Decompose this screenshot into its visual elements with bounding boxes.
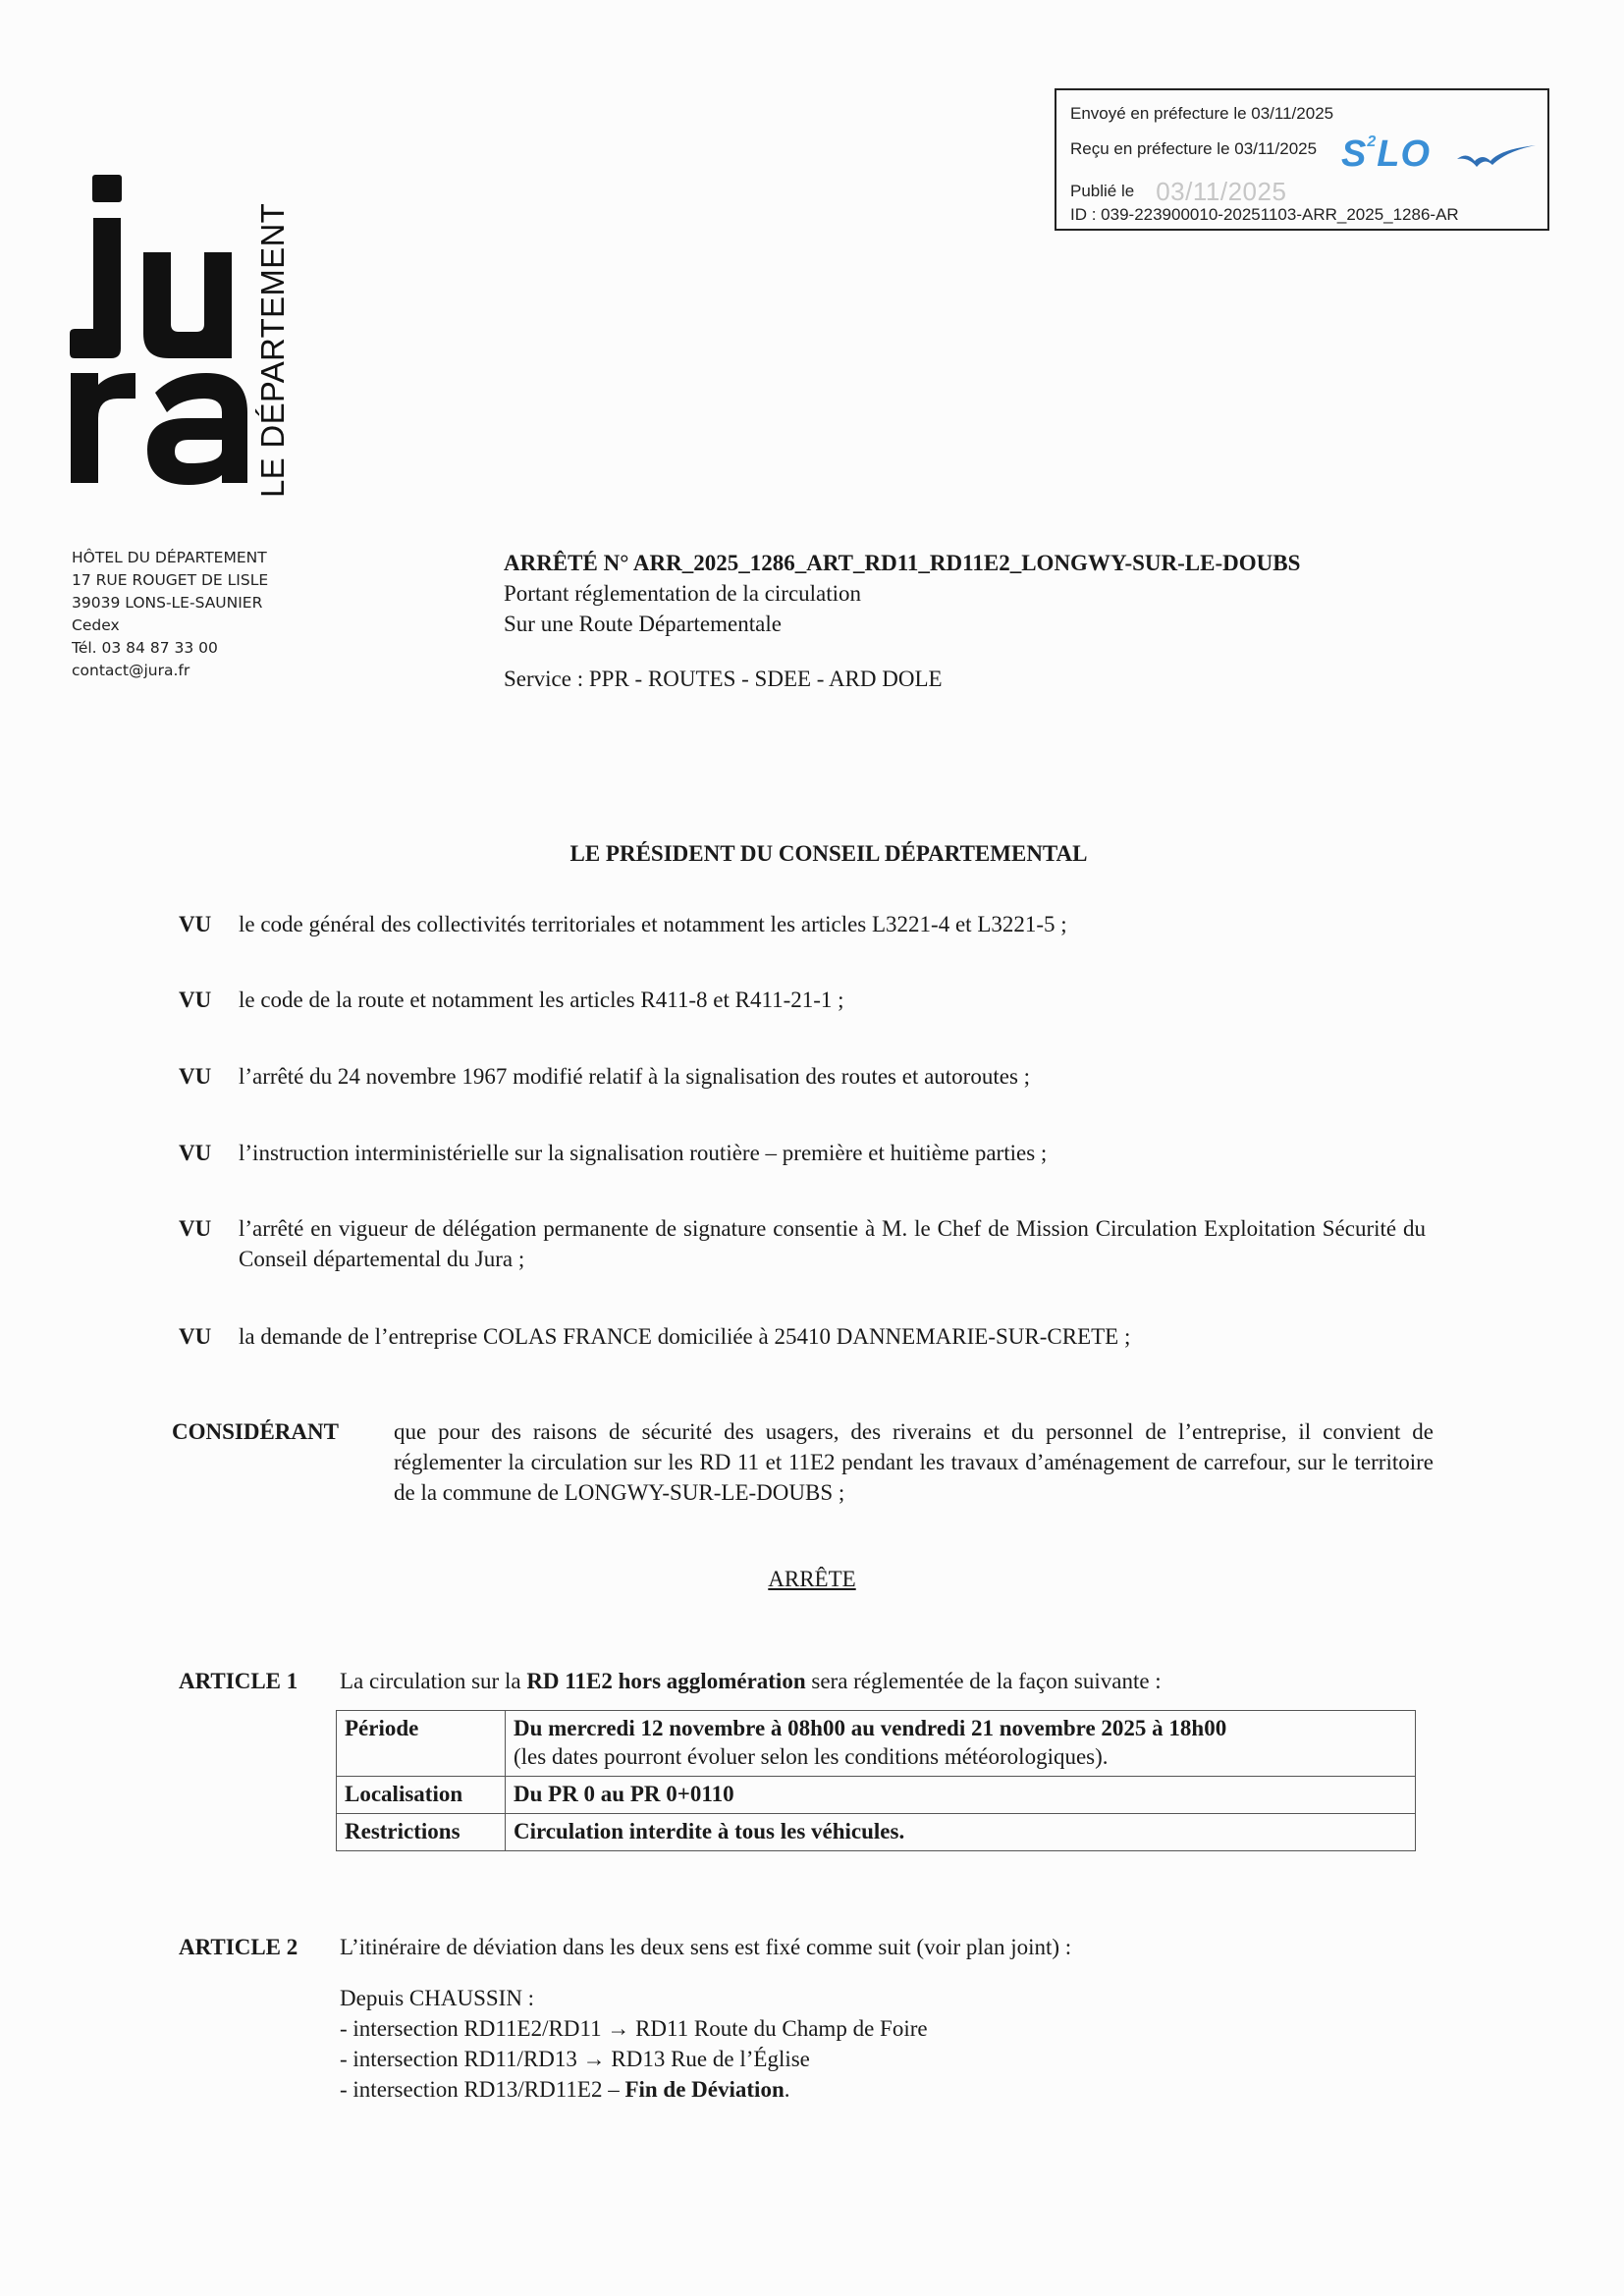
article-1-table [336, 1710, 1416, 1851]
vu-text: l’instruction interministérielle sur la signalisation routière – première et huitième parties ; [239, 1141, 1048, 1165]
vu-item [179, 1138, 1426, 1168]
vu-keyword: VU [179, 1064, 212, 1089]
arrete-header [504, 548, 1300, 694]
considerant-text: que pour des raisons de sécurité des usagers, des riverains et du personnel de l’entreprise, il convient de réglementer la circulation sur les RD 11 et 11E2 pendant les travaux d’aménagement de carrefour, sur le territoire de la commune de LONGWY-SUR-LE-DOUBS ; [394, 1419, 1434, 1505]
vu-text: la demande de l’entreprise COLAS FRANCE domiciliée à 25410 DANNEMARIE-SUR-CRETE ; [239, 1324, 1131, 1349]
vu-item [179, 1213, 1426, 1274]
table-row [337, 1814, 1416, 1851]
row-value: Du PR 0 au PR 0+0110 [506, 1777, 1416, 1814]
arrete-number: ARRÊTÉ N° ARR_2025_1286_ART_RD11_RD11E2_LONGWY-SUR-LE-DOUBS [504, 551, 1301, 575]
deviation-step: - intersection RD11/RD13 → RD13 Rue de l’Église [340, 2047, 810, 2071]
deviation-itinerary [340, 1983, 928, 2105]
row-label: Période [337, 1711, 506, 1777]
address-line: Cedex [72, 616, 120, 634]
vu-keyword: VU [179, 1324, 212, 1349]
row-label: Localisation [337, 1777, 506, 1814]
vu-item [179, 985, 1426, 1015]
row-value: Du mercredi 12 novembre à 08h00 au vendredi 21 novembre 2025 à 18h00 (les dates pourront évoluer selon les conditions météorologiques). [506, 1711, 1416, 1777]
deviation-step: - intersection RD11E2/RD11 → RD11 Route du Champ de Foire [340, 2016, 928, 2041]
stamp-published-date: 03/11/2025 [1156, 177, 1287, 206]
arrete-service: Service : PPR - ROUTES - SDEE - ARD DOLE [504, 667, 943, 691]
le-departement-label: LE DÉPARTEMENT [254, 202, 291, 498]
stamp-received: Reçu en préfecture le 03/11/2025 [1070, 139, 1318, 158]
arrete-subtitle: Sur une Route Départementale [504, 612, 782, 636]
address-line: 39039 LONS-LE-SAUNIER [72, 594, 263, 612]
vu-keyword: VU [179, 1141, 212, 1165]
article-label: ARTICLE 1 [179, 1669, 298, 1693]
s2lo-logo-icon: $S^2LO$ [1341, 133, 1431, 176]
vu-text: le code général des collectivités territoriales et notamment les articles L3221-4 et L3221-5 ; [239, 912, 1067, 936]
arrete-heading: ARRÊTE [768, 1567, 856, 1591]
vu-keyword: VU [179, 912, 212, 936]
article-text: L’itinéraire de déviation dans les deux sens est fixé comme suit (voir plan joint) : [340, 1935, 1072, 1959]
vu-item [179, 1321, 1426, 1352]
address-line: HÔTEL DU DÉPARTEMENT [72, 549, 267, 566]
article-label: ARTICLE 2 [179, 1935, 298, 1959]
vu-item [179, 909, 1426, 939]
considerant-keyword: CONSIDÉRANT [172, 1419, 339, 1444]
prefecture-stamp [1055, 88, 1549, 231]
address-email: contact@jura.fr [72, 662, 190, 679]
stamp-published [1070, 173, 1287, 206]
vu-text: le code de la route et notamment les articles R411-8 et R411-21-1 ; [239, 988, 844, 1012]
stamp-sent: Envoyé en préfecture le 03/11/2025 [1070, 104, 1334, 123]
vu-text: l’arrêté en vigueur de délégation permanente de signature consentie à M. le Chef de Mission Circulation Exploitation Sécurité du Conseil départemental du Jura ; [239, 1216, 1426, 1271]
address-block [72, 547, 268, 682]
address-line: 17 RUE ROUGET DE LISLE [72, 571, 269, 589]
stamp-published-label: Publié le [1070, 182, 1135, 200]
row-label: Restrictions [337, 1814, 506, 1851]
stamp-id: ID : 039-223900010-20251103-ARR_2025_1286-AR [1070, 205, 1459, 224]
address-phone: Tél. 03 84 87 33 00 [72, 639, 218, 657]
article-2 [179, 1932, 1071, 1962]
deviation-origin: Depuis CHAUSSIN : [340, 1986, 535, 2010]
table-row [337, 1777, 1416, 1814]
vu-item [179, 1061, 1426, 1092]
bird-wave-icon [1457, 141, 1536, 171]
vu-keyword: VU [179, 988, 212, 1012]
president-heading: LE PRÉSIDENT DU CONSEIL DÉPARTEMENTAL [569, 841, 1088, 866]
row-value: Circulation interdite à tous les véhicules. [506, 1814, 1416, 1851]
vu-keyword: VU [179, 1216, 212, 1241]
arrete-subtitle: Portant réglementation de la circulation [504, 581, 862, 606]
deviation-step: - intersection RD13/RD11E2 – Fin de Déviation. [340, 2077, 790, 2102]
table-row [337, 1711, 1416, 1777]
considerant-block [172, 1416, 1434, 1508]
vu-text: l’arrêté du 24 novembre 1967 modifié relatif à la signalisation des routes et autoroutes ; [239, 1064, 1031, 1089]
article-1 [179, 1666, 1162, 1696]
article-text: La circulation sur la RD 11E2 hors agglomération sera réglementée de la façon suivante : [340, 1669, 1162, 1693]
